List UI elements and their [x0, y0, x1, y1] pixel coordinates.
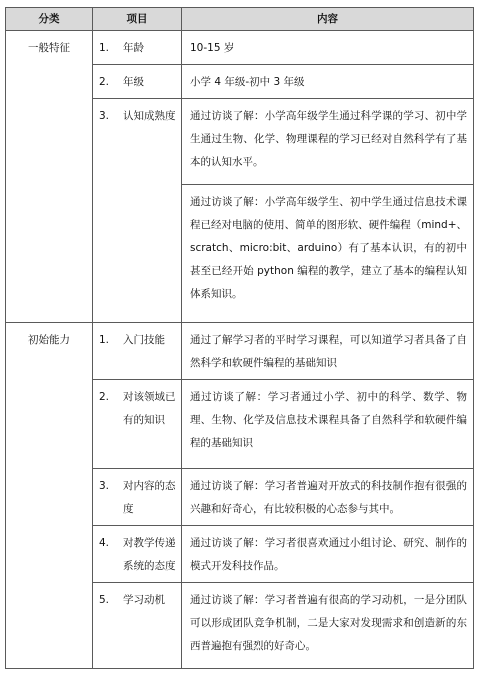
item-label: 对该领域已有的知识 — [123, 391, 176, 426]
table-header-row — [6, 8, 474, 31]
item-label: 对教学传递系统的态度 — [123, 537, 176, 572]
item-number: 2. — [99, 76, 110, 88]
item-content: 10-15 岁 — [182, 31, 474, 65]
header-category: 分类 — [6, 8, 93, 31]
item-content: 通过访谈了解：学习者通过小学、初中的科学、数学、物理、生物、化学及信息技术课程具备了自然科学和软硬件编程的基础知识 — [182, 380, 474, 469]
item-number: 1. — [99, 334, 110, 346]
header-content: 内容 — [182, 8, 474, 31]
category-initial-ability: 初始能力 — [6, 323, 93, 669]
item-number: 1. — [99, 42, 110, 54]
item-label: 对内容的态度 — [123, 480, 176, 515]
header-item: 项目 — [93, 8, 182, 31]
item-number: 2. — [99, 391, 110, 403]
item-content: 通过访谈了解：学习者普遍有很高的学习动机，一是分团队可以形成团队竞争机制，二是大家对发现需求和创造新的东西普遍抱有强烈的好奇心。 — [182, 583, 474, 669]
item-content: 通过访谈了解：小学高年级学生通过科学课的学习、初中学生通过生物、化学、物理课程的学习已经对自然科学有了基本的认知水平。 — [182, 99, 474, 185]
item-content: 小学 4 年级-初中 3 年级 — [182, 65, 474, 99]
table-row — [6, 323, 474, 380]
item-number: 5. — [99, 594, 110, 606]
item-number: 4. — [99, 537, 110, 549]
item-content: 通过访谈了解：学习者很喜欢通过小组讨论、研究、制作的模式开发科技作品。 — [182, 526, 474, 583]
item-label: 认知成熟度 — [123, 110, 176, 122]
item-number: 3. — [99, 480, 110, 492]
item-label: 年龄 — [123, 42, 144, 54]
item-number: 3. — [99, 110, 110, 122]
item-label: 入门技能 — [123, 334, 165, 346]
item-content: 通过访谈了解：小学高年级学生、初中学生通过信息技术课程已经对电脑的使用、简单的图形软、硬件编程（mind+、scratch、micro:bit、arduino）有了基本认识，有的初中甚至已经开始 python 编程的教学，建立了基本的编程认知体系知识。 — [182, 185, 474, 323]
item-content: 通过了解学习者的平时学习课程，可以知道学习者具备了自然科学和软硬件编程的基础知识 — [182, 323, 474, 380]
table-row — [6, 31, 474, 65]
item-content: 通过访谈了解：学习者普遍对开放式的科技制作抱有很强的兴趣和好奇心，有比较积极的心态参与其中。 — [182, 469, 474, 526]
category-general: 一般特征 — [6, 31, 93, 323]
item-label: 年级 — [123, 76, 144, 88]
learner-analysis-table — [5, 7, 474, 669]
item-label: 学习动机 — [123, 594, 165, 606]
